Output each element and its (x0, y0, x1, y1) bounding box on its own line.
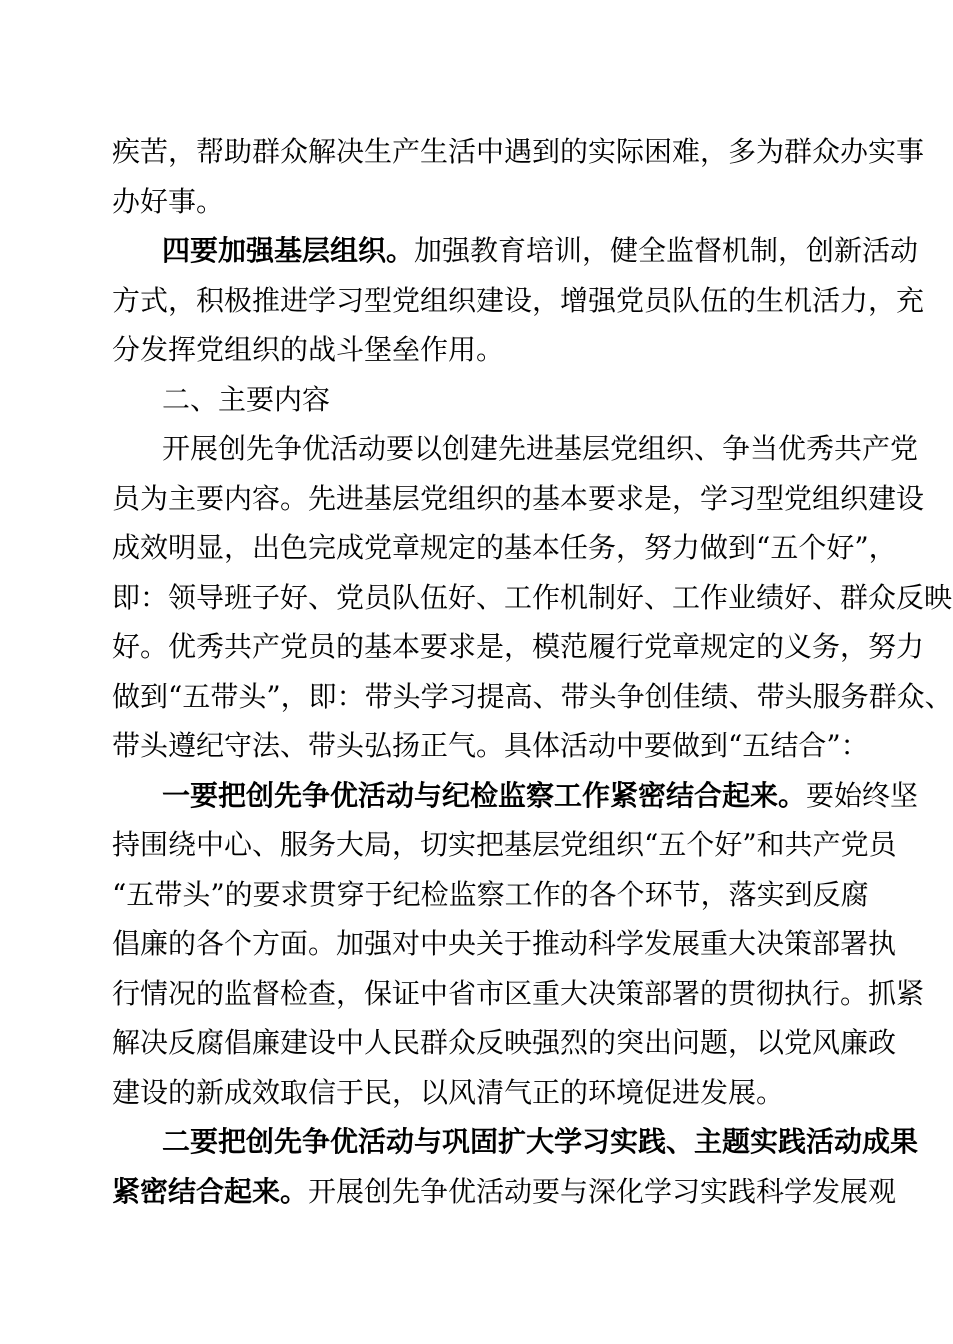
paragraph-line: 分发挥党组织的战斗堡垒作用。 (112, 333, 505, 366)
document-page (112, 127, 953, 1216)
paragraph-line: 做到“五带头”，即：带头学习提高、带头争创佳绩、带头服务群众、 (112, 679, 953, 713)
paragraph-lead: 一要把创先争优活动与纪检监察工作紧密结合起来。 (162, 778, 807, 812)
paragraph-line: 好。优秀共产党员的基本要求是，模范履行党章规定的义务，努力 (112, 630, 925, 663)
paragraph-line (112, 1167, 897, 1217)
paragraph-line: 行情况的监督检查，保证中省市区重大决策部署的贯彻执行。抓紧 (112, 976, 925, 1010)
section-heading: 二、主要内容 (162, 382, 331, 416)
paragraph-line: 带头遵纪守法、带头弘扬正气。具体活动中要做到“五结合”： (112, 729, 869, 762)
paragraph-text: 加强教育培训，健全监督机制，创新活动 (414, 234, 919, 267)
paragraph-line: 方式，积极推进学习型党组织建设，增强党员队伍的生机活力，充 (112, 283, 925, 317)
paragraph-line: “五带头”的要求贯穿于纪检监察工作的各个环节，落实到反腐 (112, 877, 869, 911)
paragraph-line (112, 226, 919, 276)
paragraph-line (112, 771, 919, 821)
paragraph-lead: 四要加强基层组织。 (162, 234, 415, 267)
paragraph-line: 成效明显，出色完成党章规定的基本任务，努力做到“五个好”， (112, 531, 897, 564)
paragraph-lead: 紧密结合起来。 (112, 1174, 309, 1208)
paragraph-line: 建设的新成效取信于民，以风清气正的环境促进发展。 (112, 1075, 785, 1109)
paragraph-line: 即：领导班子好、党员队伍好、工作机制好、工作业绩好、群众反映 (112, 580, 953, 614)
paragraph-line: 办好事。 (112, 184, 225, 218)
paragraph-line: 疾苦，帮助群众解决生产生活中遇到的实际困难，多为群众办实事 (112, 135, 925, 168)
paragraph-line: 员为主要内容。先进基层党组织的基本要求是，学习型党组织建设 (112, 481, 925, 515)
paragraph-text: 要始终坚 (806, 778, 919, 812)
paragraph-text: 开展创先争优活动要与深化学习实践科学发展观 (308, 1174, 897, 1208)
paragraph-line: 倡廉的各个方面。加强对中央关于推动科学发展重大决策部署执 (112, 927, 897, 960)
paragraph-line: 开展创先争优活动要以创建先进基层党组织、争当优秀共产党 (162, 432, 919, 465)
paragraph-line: 持围绕中心、服务大局，切实把基层党组织“五个好”和共产党员 (112, 828, 897, 861)
paragraph-line: 解决反腐倡廉建设中人民群众反映强烈的突出问题，以党风廉政 (112, 1026, 897, 1059)
paragraph-lead: 二要把创先争优活动与巩固扩大学习实践、主题实践活动成果 (162, 1125, 919, 1158)
